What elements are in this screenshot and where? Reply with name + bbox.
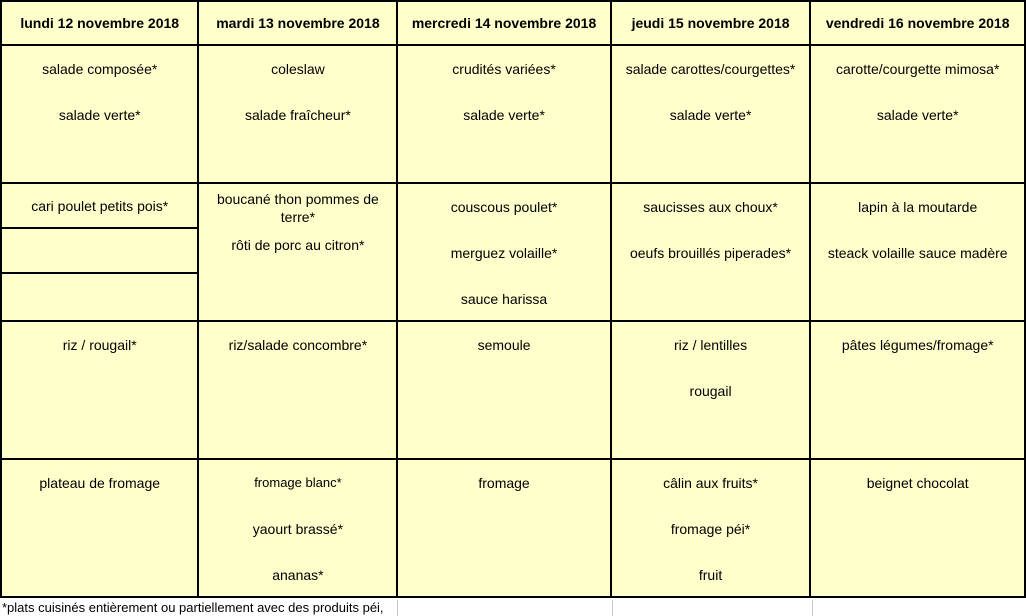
footnote: *plats cuisinés entièrement ou partiellement avec des produits péi, bbox=[2, 600, 384, 615]
menu-item: semoule bbox=[477, 337, 531, 353]
menu-item: steack volaille sauce madère bbox=[827, 245, 1008, 261]
menu-item: salade verte* bbox=[669, 107, 752, 123]
entrees-row bbox=[1, 45, 1025, 183]
menu-item: lapin à la moutarde bbox=[858, 199, 978, 215]
menu-item: riz / rougail* bbox=[62, 337, 137, 353]
menu-item: merguez volaille* bbox=[450, 245, 558, 261]
entrees-cell-tuesday bbox=[198, 45, 397, 183]
menu-item: fromage blanc* bbox=[254, 475, 342, 490]
header-row bbox=[1, 1, 1025, 45]
accompagnements-row bbox=[1, 321, 1025, 459]
sub-row bbox=[2, 274, 197, 319]
menu-item: plateau de fromage bbox=[39, 475, 161, 491]
desserts-cell-monday bbox=[1, 459, 198, 597]
day-header-wednesday: mercredi 14 novembre 2018 bbox=[397, 1, 610, 45]
menu-item: sauce harissa bbox=[460, 291, 548, 307]
day-header-monday: lundi 12 novembre 2018 bbox=[1, 1, 198, 45]
gridline bbox=[612, 600, 613, 616]
menu-item: saucisses aux choux* bbox=[643, 199, 778, 215]
plats-cell-wednesday bbox=[397, 183, 610, 321]
day-header-tuesday: mardi 13 novembre 2018 bbox=[198, 1, 397, 45]
menu-item: pâtes légumes/fromage* bbox=[841, 337, 994, 353]
menu-item: cari poulet petits pois* bbox=[31, 197, 169, 214]
entrees-cell-friday bbox=[810, 45, 1025, 183]
menu-item: riz/salade concombre* bbox=[228, 337, 368, 353]
accompagnements-cell-friday bbox=[810, 321, 1025, 459]
accompagnements-cell-thursday bbox=[611, 321, 811, 459]
menu-item: salade verte* bbox=[463, 107, 545, 123]
menu-item: riz / lentilles bbox=[673, 337, 748, 353]
menu-item: câlin aux fruits* bbox=[663, 475, 759, 491]
desserts-cell-thursday bbox=[611, 459, 811, 597]
day-header-friday: vendredi 16 novembre 2018 bbox=[810, 1, 1025, 45]
desserts-row bbox=[1, 459, 1025, 597]
menu-item: ananas* bbox=[272, 567, 324, 583]
menu-item: rougail bbox=[689, 383, 732, 399]
plats-cell-monday bbox=[1, 183, 198, 321]
accompagnements-cell-wednesday bbox=[397, 321, 610, 459]
plats-cell-friday bbox=[810, 183, 1025, 321]
desserts-cell-tuesday bbox=[198, 459, 397, 597]
accompagnements-cell-tuesday bbox=[198, 321, 397, 459]
gridline bbox=[397, 600, 398, 616]
menu-item: crudités variées* bbox=[452, 61, 556, 77]
entrees-cell-thursday bbox=[611, 45, 811, 183]
menu-item: oeufs brouillés piperades* bbox=[629, 245, 792, 261]
day-header-thursday: jeudi 15 novembre 2018 bbox=[611, 1, 811, 45]
menu-item: carotte/courgette mimosa* bbox=[835, 61, 1000, 77]
desserts-cell-wednesday bbox=[397, 459, 610, 597]
plats-row bbox=[1, 183, 1025, 321]
desserts-cell-friday bbox=[810, 459, 1025, 597]
gridline bbox=[812, 600, 813, 616]
menu-item: yaourt brassé* bbox=[252, 521, 344, 537]
entrees-cell-monday bbox=[1, 45, 198, 183]
menu-item: salade fraîcheur* bbox=[244, 107, 351, 123]
menu-item: fruit bbox=[698, 567, 723, 583]
menu-item: salade verte* bbox=[58, 107, 141, 123]
sub-row bbox=[2, 184, 197, 229]
menu-item: coleslaw bbox=[271, 61, 325, 77]
entrees-cell-wednesday bbox=[397, 45, 610, 183]
menu-item: salade composée* bbox=[42, 61, 158, 77]
plats-cell-tuesday bbox=[198, 183, 397, 321]
menu-item: boucané thon pommes de terre* bbox=[216, 191, 379, 225]
menu-item: salade carottes/courgettes* bbox=[625, 61, 796, 77]
accompagnements-cell-monday bbox=[1, 321, 198, 459]
sub-row bbox=[2, 229, 197, 274]
menu-item: beignet chocolat bbox=[866, 475, 969, 491]
plats-cell-thursday bbox=[611, 183, 811, 321]
menu-item: salade verte* bbox=[876, 107, 959, 123]
footnote-row bbox=[0, 600, 1026, 616]
menu-item: fromage péi* bbox=[670, 521, 751, 537]
menu-item: rôti de porc au citron* bbox=[231, 237, 365, 253]
menu-item: couscous poulet* bbox=[450, 199, 558, 215]
menu-item: fromage bbox=[478, 475, 530, 491]
